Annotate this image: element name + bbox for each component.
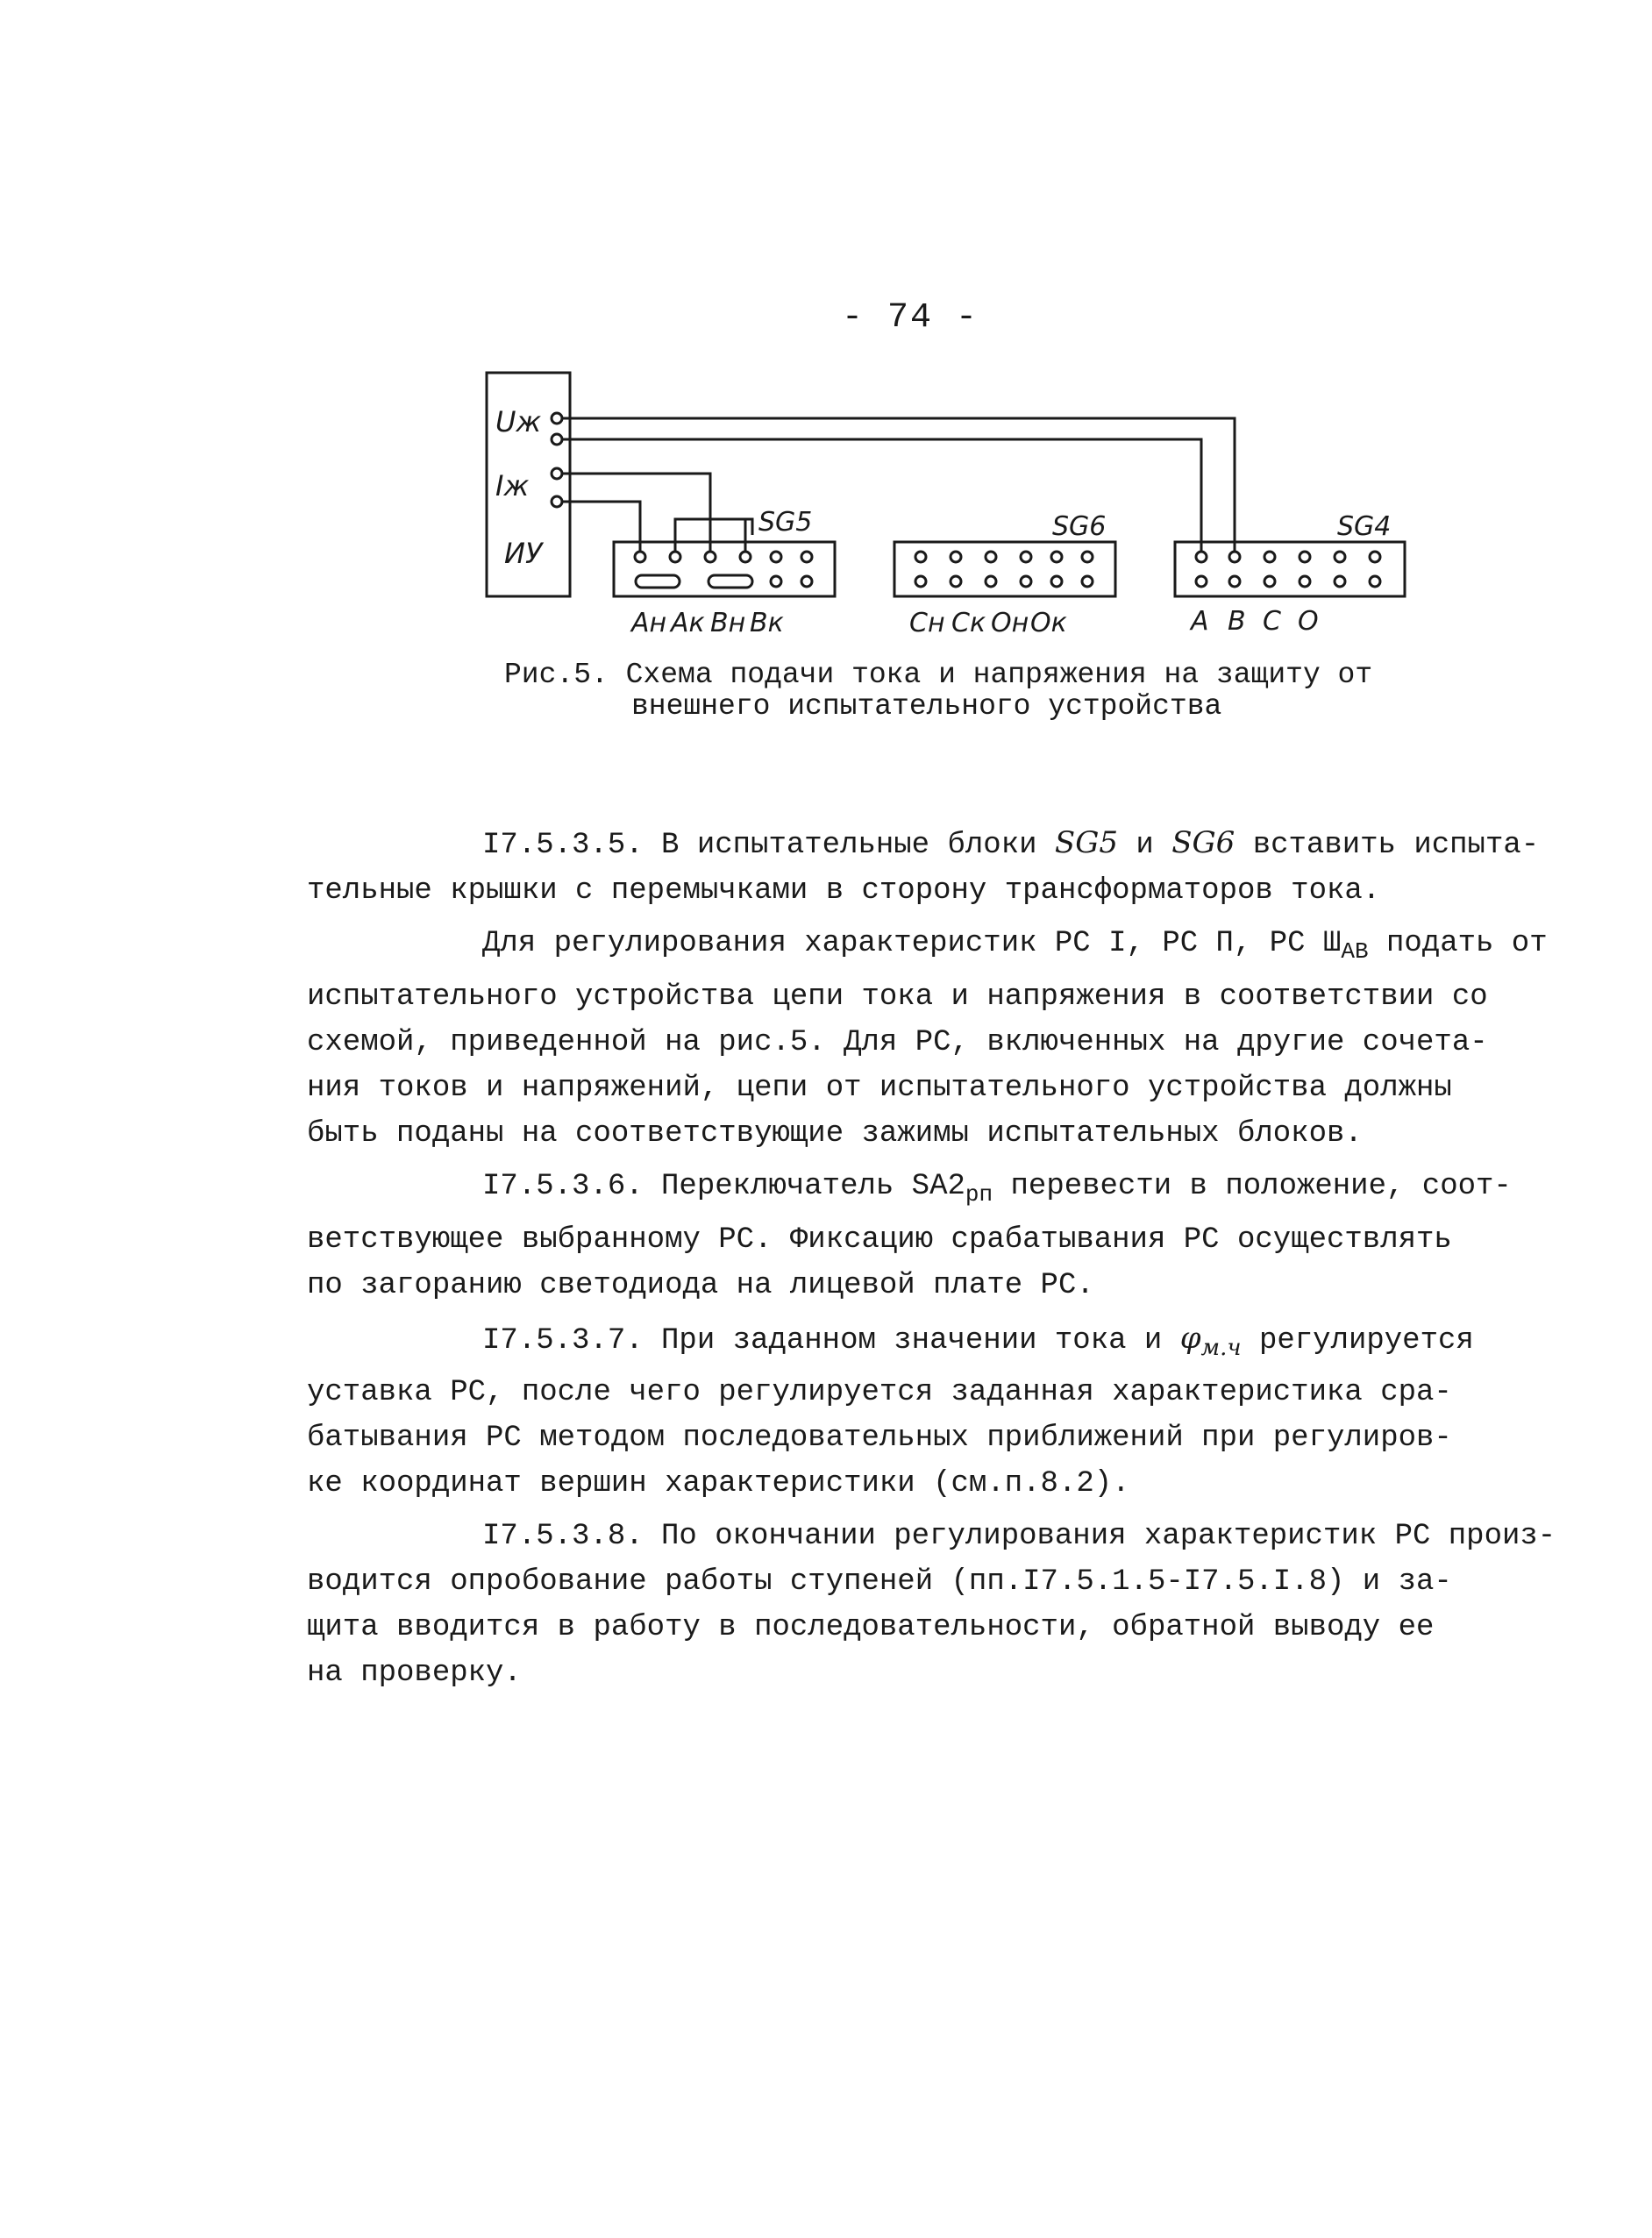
terminal-on: Oн: [991, 608, 1029, 638]
block-sg6-name: SG6: [1052, 511, 1107, 542]
terminal-ok: Oк: [1030, 608, 1067, 638]
terminal-u-label: Uж: [495, 405, 542, 438]
terminal-i-label: Iж: [495, 469, 530, 502]
terminal-an: Aн: [631, 608, 667, 638]
terminal-bn: Bн: [710, 608, 746, 638]
block-sg5-name: SG5: [758, 507, 813, 538]
block-sg6: [894, 542, 1115, 596]
terminal-o: O: [1298, 606, 1319, 637]
terminal-b: B: [1228, 606, 1246, 637]
page-number: - 74 -: [842, 298, 979, 338]
caption-line-1: Рис.5. Схема подачи тока и напряжения на защиту от: [504, 659, 1373, 691]
body-text: [307, 820, 1556, 1703]
terminal-a: A: [1191, 606, 1209, 637]
wiring-diagram: [474, 368, 1429, 649]
terminal-c: C: [1263, 606, 1281, 637]
terminal-cn: Cн: [909, 608, 945, 638]
terminal-bk: Bк: [750, 608, 784, 638]
device-label: ИУ: [504, 537, 543, 570]
block-sg4-name: SG4: [1337, 511, 1392, 542]
paragraph-3: I7.5.3.6. Переключатель $SA2_{рп}$ перевести в положение, соот- ветствующее выбранному РС. Фиксацию срабатывания РС осуществлять по загоранию светодиода на лицевой плате РС.: [307, 1169, 1512, 1302]
paragraph-2: Для регулирования характеристик РС I, РС П, РС $Ш_{АВ}$ подать от испытательного устройства цепи тока и напряжения в соответствии со схемой, приведенной на рис.5. Для РС, включенных на другие сочета- ния токов и напряжений, цепи от испытательного устройства должны быть поданы на соответствующие зажимы испытательных блоков.: [307, 927, 1548, 1151]
paragraph-5: I7.5.3.8. По окончании регулирования характеристик РС произ- водится опробование работы ступеней (пп.I7.5.1.5-I7.5.I.8) и за- щита вводится в работу в последовательности, обратной выводу ее на проверку.: [307, 1520, 1556, 1691]
paragraph-4: I7.5.3.7. При заданном значении тока и $\varphi_{м.ч}$ регулируется уставка РС, после чего регулируется заданная характеристика сра- батывания РС методом последовательных приближений при регулиров- ке координат вершин характеристики (см.п.8.2).: [307, 1320, 1474, 1501]
terminal-ck: Cк: [951, 608, 986, 638]
block-sg4: [1175, 542, 1405, 596]
terminal-ak: Aк: [671, 608, 705, 638]
paragraph-1: I7.5.3.5. В испытательные блоки SG5 и SG6 вставить испыта- тельные крышки с перемычками в сторону трансформаторов тока.: [307, 825, 1540, 908]
figure-caption: [504, 659, 1372, 723]
caption-line-2: внешнего испытательного устройства: [631, 690, 1222, 723]
